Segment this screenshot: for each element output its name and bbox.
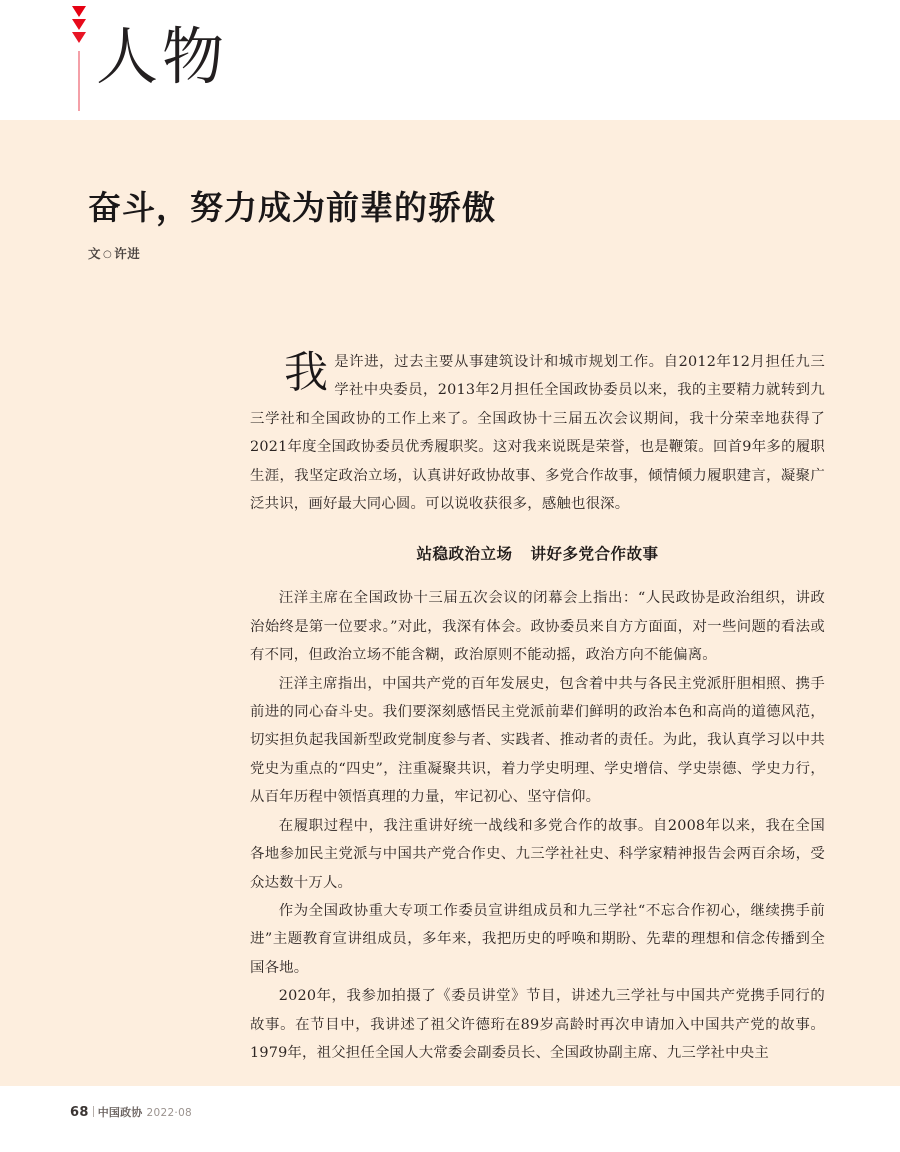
triangle-stack-icon xyxy=(72,6,90,45)
paragraph: 汪洋主席在全国政协十三届五次会议的闭幕会上指出：“人民政协是政治组织，讲政治始终是第一位要求。”对此，我深有体会。政协委员来自方方面面，对一些问题的看法或有不同，但政治立场不能含糊，政治原则不能动摇，政治方向不能偏离。 xyxy=(250,590,825,664)
byline-separator-icon: ○ xyxy=(103,249,113,260)
byline-prefix: 文 xyxy=(88,246,102,261)
article-panel xyxy=(0,120,900,1086)
byline-author: 许进 xyxy=(114,246,141,261)
folio xyxy=(70,1104,192,1120)
byline xyxy=(88,244,140,262)
triangle-down-icon xyxy=(72,19,86,30)
section-title: 人物 xyxy=(96,20,229,93)
triangle-down-icon xyxy=(72,6,86,17)
paragraph: 2020年，我参加拍摄了《委员讲堂》节目，讲述九三学社与中国共产党携手同行的故事。在节目中，我讲述了祖父许德珩在89岁高龄时再次申请加入中国共产党的故事。1979年，祖父担任全国人大常委会副委员长、全国政协副主席、九三学社中央主 xyxy=(250,988,825,1061)
paragraph: 作为全国政协重大专项工作委员宣讲组成员和九三学社“不忘合作初心，继续携手前进”主题教育宣讲组成员，多年来，我把历史的呼唤和期盼、先辈的理想和信念传播到全国各地。 xyxy=(250,902,825,976)
folio-divider xyxy=(93,1106,94,1117)
section-mark xyxy=(68,6,92,106)
paragraph-lead xyxy=(250,348,825,518)
section-subheading xyxy=(250,542,825,564)
paragraph-text: 是许进，过去主要从事建筑设计和城市规划工作。自2012年12月担任九三学社中央委员，2013年2月担任全国政协委员以来，我的主要精力就转到九三学社和全国政协的工作上来了。全国政协十三届五次会议期间，我十分荣幸地获得了2021年度全国政协委员优秀履职奖。这对我来说既是荣誉，也是鞭策。回首9年多的履职生涯，我坚定政治立场，认真讲好政协故事、多党合作故事，倾情倾力履职建言，凝聚广泛共识，画好最大同心圆。可以说收获很多，感触也很深。 xyxy=(250,354,825,513)
paragraph: 在履职过程中，我注重讲好统一战线和多党合作的故事。自2008年以来，我在全国各地参加民主党派与中国共产党合作史、九三学社社史、科学家精神报告会两百余场，受众达数十万人。 xyxy=(250,817,825,891)
issue-date: 2022·08 xyxy=(146,1107,193,1119)
subheading-part-one: 站稳政治立场 xyxy=(416,544,513,564)
magazine-name: 中国政协 xyxy=(97,1106,143,1119)
page-title: 奋斗，努力成为前辈的骄傲 xyxy=(88,188,496,227)
vertical-rule xyxy=(78,51,80,111)
paragraph: 汪洋主席指出，中国共产党的百年发展史，包含着中共与各民主党派肝胆相照、携手前进的同心奋斗史。我们要深刻感悟民主党派前辈们鲜明的政治本色和高尚的道德风范，切实担负起我国新型政党制度参与者、实践者、推动者的责任。为此，我认真学习以中共党史为重点的“四史”，注重凝聚共识，着力学史明理、学史增信、学史崇德、学史力行，从百年历程中领悟真理的力量，牢记初心、坚守信仰。 xyxy=(250,675,825,806)
triangle-down-icon xyxy=(72,32,86,43)
page-number: 68 xyxy=(70,1105,89,1120)
subheading-part-two: 讲好多党合作故事 xyxy=(530,544,659,564)
drop-cap: 我 xyxy=(284,347,329,398)
masthead-band xyxy=(0,0,900,120)
body-column xyxy=(250,348,825,1067)
page-footer xyxy=(0,1086,900,1152)
